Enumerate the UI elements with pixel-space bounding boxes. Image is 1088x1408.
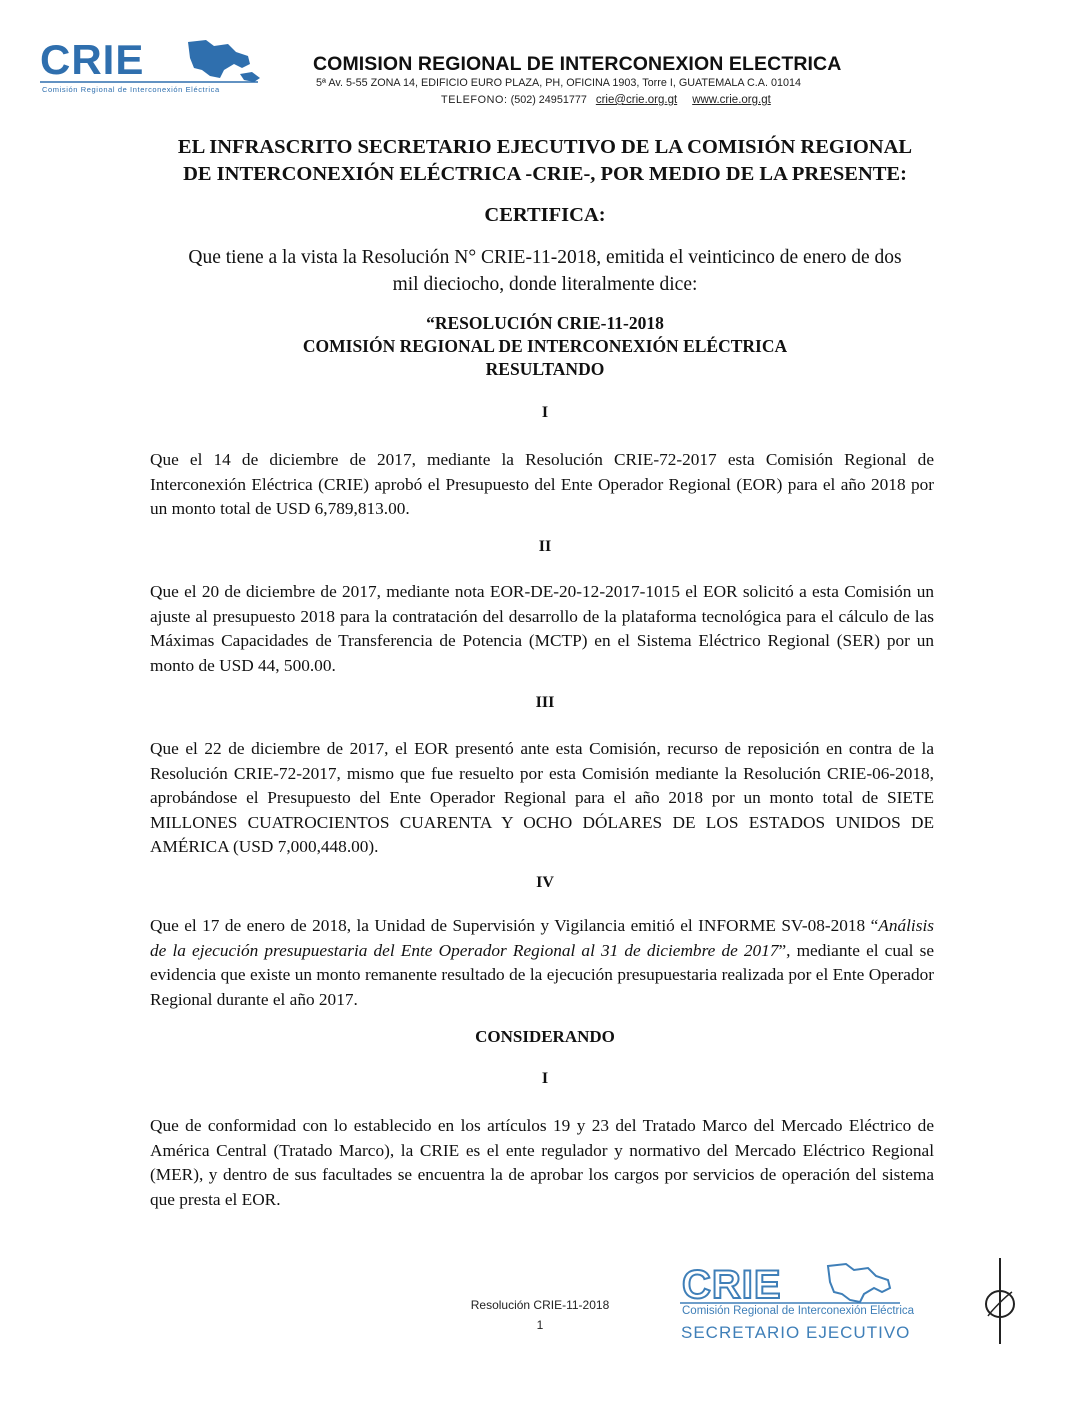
resultando-numeral-4: IV bbox=[536, 874, 554, 891]
organization-contact bbox=[441, 94, 921, 106]
resultando-paragraph-2: Que el 20 de diciembre de 2017, mediante nota EOR-DE-20-12-2017-1015 el EOR solicitó a esta Comisión un ajuste al presupuesto 2018 para la contratación del desarrollo de la plataforma tecnológica para el cálculo de las Máximas Capacidades de Transferencia de Potencia (MCTP) en el Sistema Eléctrico Regional (SER) por un monto de USD 44, 500.00. bbox=[150, 582, 934, 675]
considerando-numeral-1: I bbox=[541, 1070, 549, 1087]
organization-address: 5ª Av. 5-55 ZONA 14, EDIFICIO EURO PLAZA, PH, OFICINA 1903, Torre I, GUATEMALA C.A. 01014 bbox=[316, 77, 802, 89]
resultando-title: RESULTANDO bbox=[485, 359, 605, 379]
phone-number: (502) 24951777 bbox=[510, 94, 587, 106]
resolution-commission: COMISIÓN REGIONAL DE INTERCONEXIÓN ELÉCTRICA bbox=[302, 336, 788, 356]
stamp-title: SECRETARIO EJECUTIVO bbox=[681, 1323, 911, 1342]
intro-line-1: EL INFRASCRITO SECRETARIO EJECUTIVO DE LA COMISIÓN REGIONAL bbox=[177, 136, 913, 158]
page-number: 1 bbox=[536, 1318, 544, 1332]
email-link[interactable]: crie@crie.org.gt bbox=[595, 94, 678, 106]
resultando-numeral-1: I bbox=[541, 404, 549, 421]
certification-line-1: Que tiene a la vista la Resolución N° CRIE-11-2018, emitida el veinticinco de enero de dos bbox=[188, 247, 902, 268]
resultando-numeral-3: III bbox=[535, 694, 555, 711]
phone-label: TELEFONO: bbox=[441, 94, 508, 106]
resolution-heading bbox=[150, 312, 940, 381]
resolution-number: “RESOLUCIÓN CRIE-11-2018 bbox=[426, 313, 664, 333]
paragraph-4-text-after: ”, mediante el cual se evidencia que existe un monto remanente resultado de la ejecución presupuestaria realizada por el Ente Operador Regional durante el año 2017. bbox=[150, 940, 934, 1009]
considerando-paragraph-1: Que de conformidad con lo establecido en los artículos 19 y 23 del Tratado Marco del Mercado Eléctrico de América Central (Tratado Marco), la CRIE es el ente regulador y normativo del Mercado Eléctrico Regional (MER), y dentro de sus facultades se encuentra la de aprobar los cargos por servicios de operación del sistema que presta el EOR. bbox=[150, 1116, 934, 1209]
website-link[interactable]: www.crie.org.gt bbox=[692, 94, 771, 106]
considerando-title: CONSIDERANDO bbox=[475, 1027, 615, 1046]
stamp-subtitle: Comisión Regional de Interconexión Eléctrica bbox=[682, 1305, 915, 1317]
stamp-logo-wordmark: CRIE bbox=[682, 1263, 782, 1307]
certificate-intro bbox=[150, 134, 940, 188]
certifica-heading: CERTIFICA: bbox=[484, 204, 606, 226]
resultando-paragraph-3: Que el 22 de diciembre de 2017, el EOR presentó ante esta Comisión, recurso de reposición en contra de la Resolución CRIE-72-2017, mismo que fue resuelto por esta Comisión mediante la Resolución CRIE-06-2018, aprobándose el Presupuesto del Ente Operador Regional para el año 2018 por un monto total de SIETE MILLONES CUATROCIENTOS CUARENTA Y OCHO DÓLARES DE LOS ESTADOS UNIDOS DE AMÉRICA (USD 7,000,448.00). bbox=[150, 739, 934, 856]
handwritten-signature bbox=[970, 1256, 1030, 1346]
intro-line-2: DE INTERCONEXIÓN ELÉCTRICA -CRIE-, POR MEDIO DE LA PRESENTE: bbox=[183, 163, 907, 185]
resultando-paragraph-4 bbox=[150, 914, 934, 1012]
resultando-paragraph-1: Que el 14 de diciembre de 2017, mediante la Resolución CRIE-72-2017 esta Comisión Regional de Interconexión Eléctrica (CRIE) aprobó el Presupuesto del Ente Operador Regional (EOR) para el año 2018 por un monto total de USD 6,789,813.00. bbox=[150, 450, 934, 518]
logo-subtitle: Comisión Regional de Interconexión Eléctrica bbox=[42, 85, 220, 94]
crie-logo bbox=[38, 34, 268, 96]
paragraph-4-text-before: Que el 17 de enero de 2018, la Unidad de Supervisión y Vigilancia emitió el INFORME SV-08-2018 “ bbox=[150, 916, 879, 935]
footer-reference: Resolución CRIE-11-2018 bbox=[470, 1298, 610, 1312]
certification-line-2: mil dieciocho, donde literalmente dice: bbox=[392, 274, 698, 295]
resultando-numeral-2: II bbox=[538, 538, 552, 555]
stamp-map-icon bbox=[828, 1264, 890, 1302]
logo-wordmark: CRIE bbox=[40, 36, 145, 83]
informe-title: Análisis de la ejecución presupuestaria del Ente Operador Regional al 31 de diciembre de 2017 bbox=[150, 916, 934, 960]
central-america-map-icon bbox=[188, 40, 260, 82]
certification-text bbox=[150, 244, 940, 298]
organization-name: COMISION REGIONAL DE INTERCONEXION ELECTRICA bbox=[313, 53, 842, 75]
